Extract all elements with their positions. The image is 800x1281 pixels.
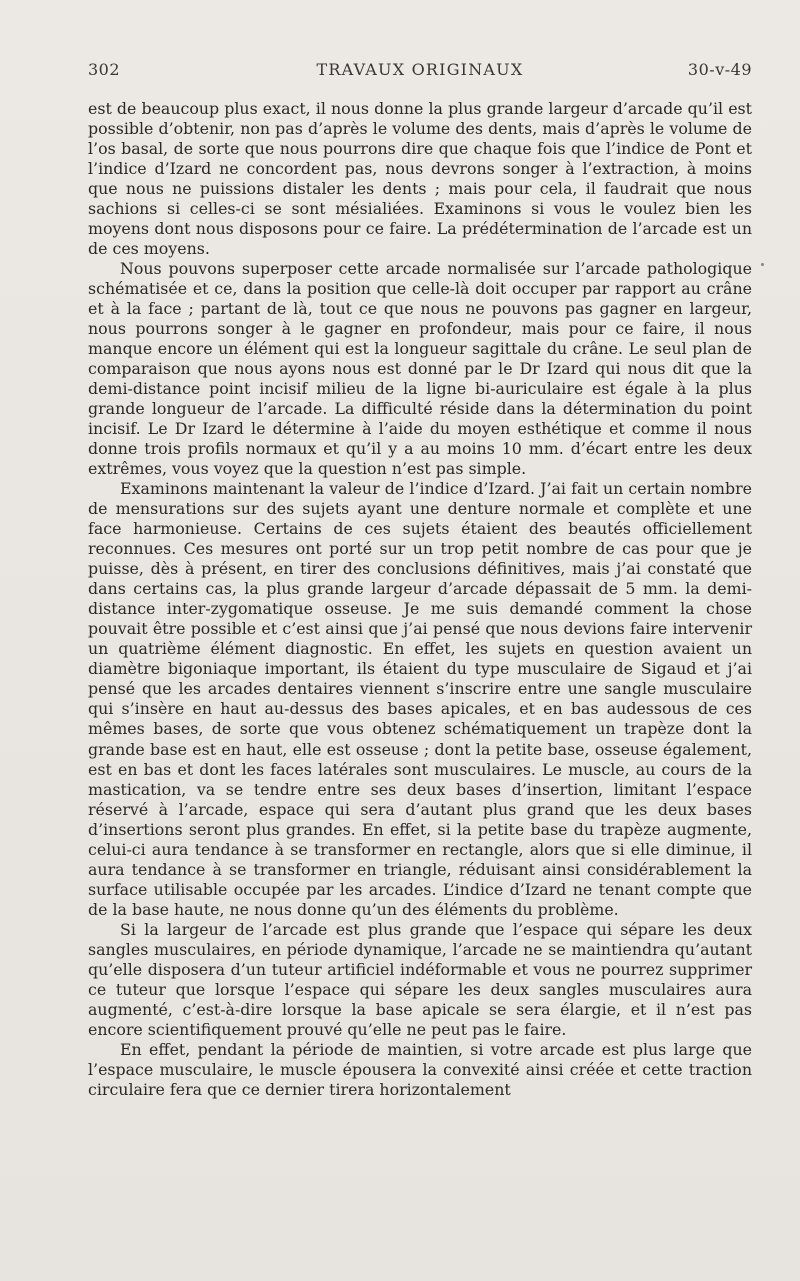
issue-date: 30-v-49: [687, 60, 752, 79]
paragraph-2: Nous pouvons superposer cette arcade normalisée sur l’arcade pathologique schématisée et ce, dans la position que celle-là doit occuper par rapport au crâne et à la face ; partant de là, tout ce que nous ne pouvons pas gagner en largeur, nous pourrons songer à le gagner en profondeur, mais pour ce faire, il nous manque encore un élément qui est la longueur sagittale du crâne. Le seul plan de comparaison que nous ayons nous est donné par le Dr Izard qui nous dit que la demi-distance point incisif milieu de la ligne bi-auriculaire est égale à la plus grande longueur de l’arcade. La difficulté réside dans la détermination du point incisif. Le Dr Izard le détermine à l’aide du moyen esthétique et comme il nous donne trois profils normaux et qu’il y a au moins 10 mm. d’écart entre les deux extrêmes, vous voyez que la question n’est pas simple.: [88, 259, 752, 479]
running-header: [88, 60, 752, 84]
scan-speck: [761, 263, 764, 266]
paragraph-5: En effet, pendant la période de maintien, si votre arcade est plus large que l’espace musculaire, le muscle épousera la convexité ainsi créée et cette traction circulaire fera que ce dernier tirera horizontalement: [88, 1039, 752, 1099]
paragraph-1: est de beaucoup plus exact, il nous donne la plus grande largeur d’arcade qu’il est possible d’obtenir, non pas d’après le volume des dents, mais d’après le volume de l’os basal, de sorte que nous pourrons dire que chaque fois que l’indice de Pont et l’indice d’Izard ne concordent pas, nous devrons songer à l’extraction, à moins que nous ne puissions distaler les dents ; mais pour cela, il faudrait que nous sachions si celles-ci se sont mésialiées. Examinons si vous le voulez bien les moyens dont nous disposons pour ce faire. La prédétermination de l’arcade est un de ces moyens.: [88, 99, 752, 259]
paragraph-4: Si la largeur de l’arcade est plus grande que l’espace qui sépare les deux sangles musculaires, en période dynamique, l’arcade ne se maintiendra qu’autant qu’elle disposera d’un tuteur artificiel indéformable et vous ne pourrez supprimer ce tuteur que lorsque l’espace qui sépare les deux sangles musculaires aura augmenté, c’est-à-dire lorsque la base apicale se sera élargie, et il n’est pas encore scientifiquement prouvé qu’elle ne peut pas le faire.: [88, 919, 752, 1039]
journal-section-title: TRAVAUX ORIGINAUX: [316, 60, 524, 79]
article-body: [88, 99, 752, 1100]
paragraph-3: Examinons maintenant la valeur de l’indice d’Izard. J’ai fait un certain nombre de mensurations sur des sujets ayant une denture normale et complète et une face harmonieuse. Certains de ces sujets étaient des beautés officiellement reconnues. Ces mesures ont porté sur un trop petit nombre de cas pour que je puisse, dès à présent, en tirer des conclusions définitives, mais j’ai constaté que dans certains cas, la plus grande largeur d’arcade dépassait de 5 mm. la demi-distance inter-zygomatique osseuse. Je me suis demandé comment la chose pouvait être possible et c’est ainsi que j’ai pensé que nous devions faire intervenir un quatrième élément diagnostic. En effet, les sujets en question avaient un diamètre bigoniaque important, ils étaient du type musculaire de Sigaud et j’ai pensé que les arcades dentaires viennent s’inscrire entre une sangle musculaire qui s’insère en haut au-dessus des bases apicales, et en bas audessous de ces mêmes bases, de sorte que vous obtenez schématiquement un trapèze dont la grande base est en haut, elle est osseuse ; dont la petite base, osseuse également, est en bas et dont les faces latérales sont musculaires. Le muscle, au cours de la mastication, va se tendre entre ses deux bases d’insertion, limitant l’espace réservé à l’arcade, espace qui sera d’autant plus grand que les deux bases d’insertions seront plus grandes. En effet, si la petite base du trapèze augmente, celui-ci aura tendance à se transformer en rectangle, alors que si elle diminue, il aura tendance à se transformer en triangle, réduisant ainsi considérablement la surface utilisable occupée par les arcades. L’indice d’Izard ne tenant compte que de la base haute, ne nous donne qu’un des éléments du problème.: [88, 479, 752, 919]
page-number: 302: [88, 60, 121, 79]
